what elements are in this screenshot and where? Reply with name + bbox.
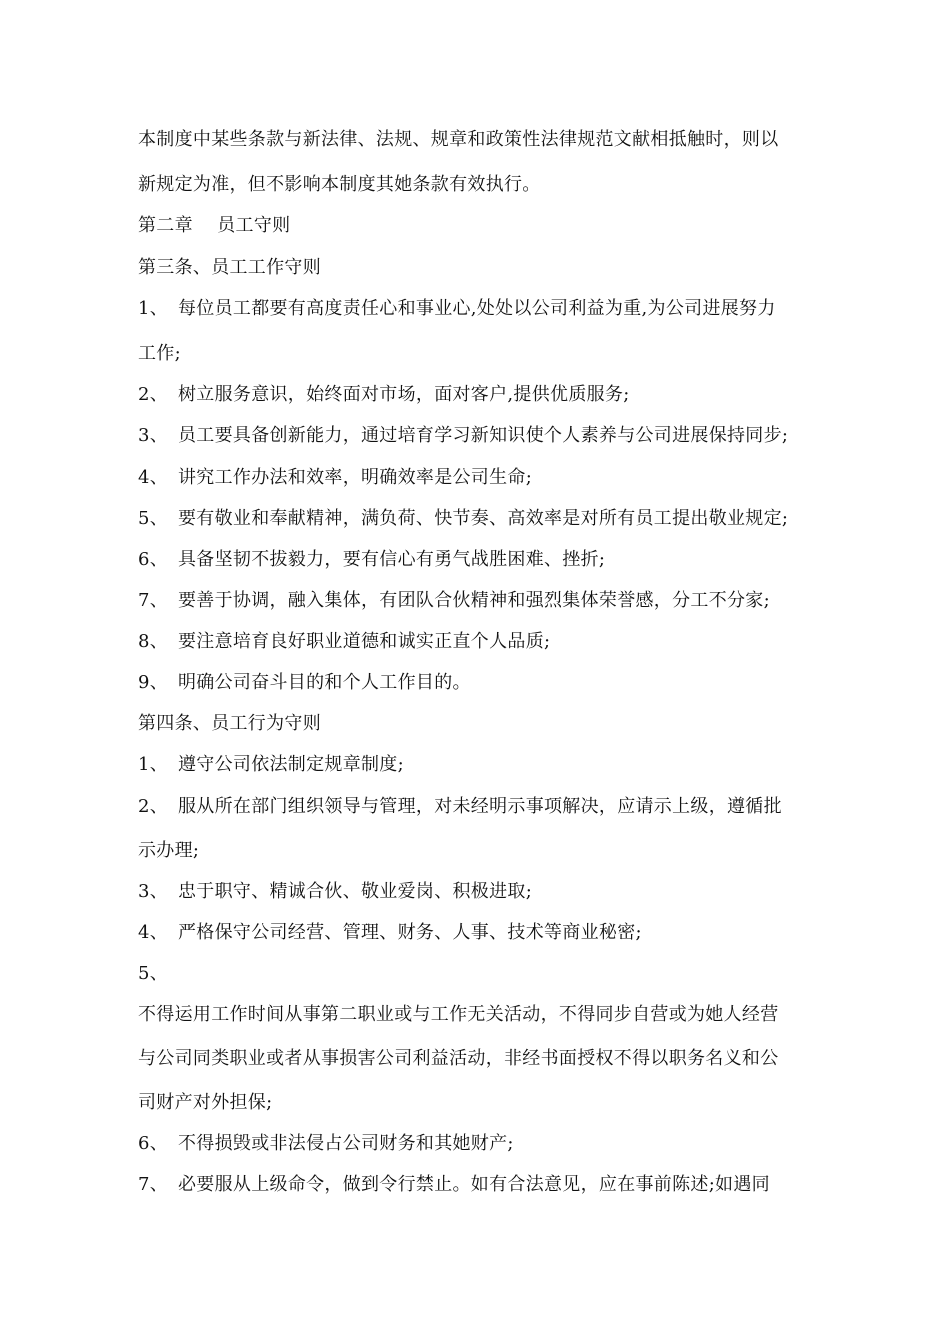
text-line	[138, 424, 788, 448]
text-line	[138, 1132, 514, 1156]
line-text: 忠于职守、精诚合伙、敬业爱岗、积极进取;	[178, 881, 533, 902]
text-line	[138, 921, 642, 945]
list-number: 5、	[138, 508, 169, 529]
line-text: 严格保守公司经营、管理、财务、人事、技术等商业秘密;	[178, 922, 642, 943]
line-text: 不得运用工作时间从事第二职业或与工作无关活动，不得同步自营或为她人经营	[138, 1004, 779, 1025]
text-line	[138, 1003, 779, 1027]
list-number: 8、	[138, 631, 169, 652]
text-line	[138, 466, 532, 490]
text-line	[138, 297, 776, 321]
text-line	[138, 173, 541, 197]
text-line	[138, 1047, 779, 1071]
text-line	[138, 256, 321, 280]
line-text: 要注意培育良好职业道德和诚实正直个人品质;	[178, 631, 551, 652]
text-line	[138, 753, 404, 777]
text-line	[138, 342, 181, 366]
text-line	[138, 671, 471, 695]
list-number: 3、	[138, 425, 169, 446]
line-text: 具备坚韧不拔毅力，要有信心有勇气战胜困难、挫折;	[178, 549, 606, 570]
list-number: 5、	[138, 963, 169, 984]
text-line	[138, 880, 532, 904]
line-text: 讲究工作办法和效率，明确效率是公司生命;	[178, 467, 533, 488]
list-number: 3、	[138, 881, 169, 902]
text-line	[138, 128, 779, 152]
line-text: 司财产对外担保;	[138, 1092, 273, 1113]
list-number: 6、	[138, 1133, 169, 1154]
line-text: 不得损毁或非法侵占公司财务和其她财产;	[178, 1133, 514, 1154]
line-text: 树立服务意识，始终面对市场，面对客户,提供优质服务;	[178, 384, 630, 405]
list-number: 7、	[138, 1174, 169, 1195]
text-line	[138, 839, 199, 863]
line-text: 服从所在部门组织领导与管理，对未经明示事项解决，应请示上级，遵循批	[178, 796, 782, 817]
line-text: 本制度中某些条款与新法律、法规、规章和政策性法律规范文献相抵触时，则以	[138, 129, 779, 150]
text-line	[138, 795, 782, 819]
text-line	[138, 962, 178, 986]
text-line	[138, 1091, 272, 1115]
line-text: 每位员工都要有高度责任心和事业心,处处以公司利益为重,为公司进展努力	[178, 298, 776, 319]
list-number: 1、	[138, 754, 169, 775]
text-line	[138, 630, 550, 654]
text-line	[138, 548, 605, 572]
list-number: 7、	[138, 590, 169, 611]
text-line	[138, 589, 770, 613]
list-number: 9、	[138, 672, 169, 693]
list-number: 1、	[138, 298, 169, 319]
list-number: 2、	[138, 796, 169, 817]
list-number: 2、	[138, 384, 169, 405]
text-line	[138, 712, 321, 736]
line-text: 第二章 员工守则	[138, 215, 291, 236]
line-text: 明确公司奋斗目的和个人工作目的。	[178, 672, 471, 693]
text-line	[138, 507, 788, 531]
list-number: 6、	[138, 549, 169, 570]
line-text: 与公司同类职业或者从事损害公司利益活动，非经书面授权不得以职务名义和公	[138, 1048, 779, 1069]
list-number: 4、	[138, 922, 169, 943]
text-line	[138, 383, 630, 407]
line-text: 要有敬业和奉献精神，满负荷、快节奏、高效率是对所有员工提出敬业规定;	[178, 508, 789, 529]
text-line	[138, 1173, 770, 1197]
line-text: 要善于协调，融入集体，有团队合伙精神和强烈集体荣誉感，分工不分家;	[178, 590, 770, 611]
line-text: 示办理;	[138, 840, 200, 861]
list-number: 4、	[138, 467, 169, 488]
line-text: 第四条、员工行为守则	[138, 713, 321, 734]
line-text: 工作;	[138, 343, 181, 364]
line-text: 必要服从上级命令，做到令行禁止。如有合法意见，应在事前陈述;如遇同	[178, 1174, 770, 1195]
text-line	[138, 214, 290, 238]
line-text: 第三条、员工工作守则	[138, 257, 321, 278]
line-text: 遵守公司依法制定规章制度;	[178, 754, 404, 775]
line-text: 员工要具备创新能力，通过培育学习新知识使个人素养与公司进展保持同步;	[178, 425, 789, 446]
line-text: 新规定为准，但不影响本制度其她条款有效执行。	[138, 174, 541, 195]
